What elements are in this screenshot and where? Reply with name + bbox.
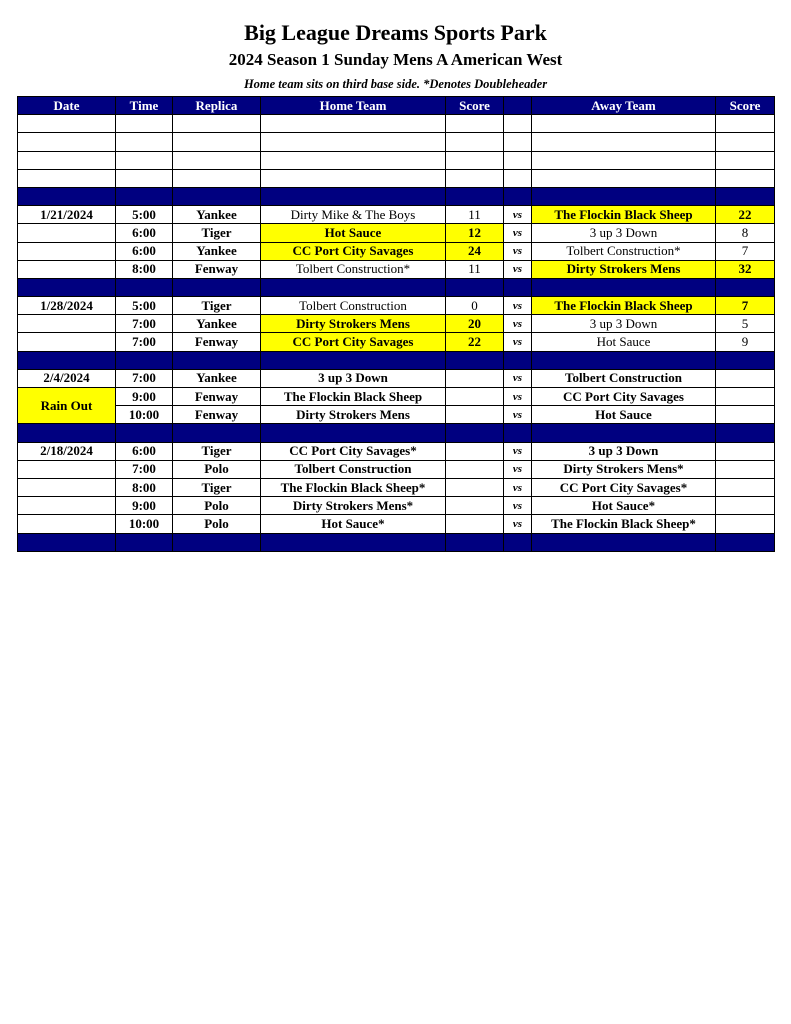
- page-title: Big League Dreams Sports Park: [244, 20, 547, 45]
- separator-band: [18, 533, 775, 551]
- vs-label: vs: [504, 242, 532, 260]
- band-cell: [532, 424, 716, 442]
- home-score: [446, 515, 504, 533]
- vs-label: vs: [504, 406, 532, 424]
- home-score: [446, 478, 504, 496]
- game-row: [18, 297, 775, 315]
- game-replica: Tiger: [173, 224, 261, 242]
- away-score: [716, 478, 775, 496]
- band-cell: [446, 351, 504, 369]
- game-replica: Yankee: [173, 315, 261, 333]
- game-row: [18, 369, 775, 387]
- vs-label: vs: [504, 297, 532, 315]
- game-time: 10:00: [116, 515, 173, 533]
- game-time: 6:00: [116, 242, 173, 260]
- game-date: [18, 315, 116, 333]
- game-time: 5:00: [116, 297, 173, 315]
- home-team: The Flockin Black Sheep: [261, 388, 446, 406]
- home-score: [446, 388, 504, 406]
- home-team: CC Port City Savages: [261, 242, 446, 260]
- separator-band: [18, 424, 775, 442]
- home-team: CC Port City Savages*: [261, 442, 446, 460]
- game-row: [18, 333, 775, 351]
- home-score: [446, 369, 504, 387]
- home-score: 11: [446, 206, 504, 224]
- away-team: Hot Sauce: [532, 333, 716, 351]
- home-score: 12: [446, 224, 504, 242]
- page-note: Home team sits on third base side. *Denotes Doubleheader: [243, 77, 548, 91]
- home-score: [446, 442, 504, 460]
- game-time: 8:00: [116, 260, 173, 278]
- away-score: [716, 369, 775, 387]
- away-score: 8: [716, 224, 775, 242]
- away-score: 7: [716, 242, 775, 260]
- game-row: [18, 406, 775, 424]
- band-cell: [173, 187, 261, 205]
- game-date: [18, 460, 116, 478]
- band-cell: [716, 187, 775, 205]
- game-row: [18, 478, 775, 496]
- vs-label: vs: [504, 478, 532, 496]
- game-replica: Fenway: [173, 388, 261, 406]
- game-date: [18, 515, 116, 533]
- away-score: 32: [716, 260, 775, 278]
- schedule-table: [17, 96, 775, 552]
- col-replica: Replica: [173, 97, 261, 115]
- home-team: Tolbert Construction: [261, 460, 446, 478]
- game-time: 8:00: [116, 478, 173, 496]
- game-date: [18, 478, 116, 496]
- col-time: Time: [116, 97, 173, 115]
- band-cell: [532, 533, 716, 551]
- game-row: [18, 497, 775, 515]
- band-cell: [446, 424, 504, 442]
- vs-label: vs: [504, 206, 532, 224]
- game-time: 6:00: [116, 442, 173, 460]
- home-score: 11: [446, 260, 504, 278]
- home-team: Dirty Strokers Mens: [261, 315, 446, 333]
- header-row: [18, 97, 775, 115]
- empty-row: [18, 151, 775, 169]
- game-replica: Polo: [173, 515, 261, 533]
- home-team: Dirty Strokers Mens: [261, 406, 446, 424]
- away-score: [716, 460, 775, 478]
- band-cell: [173, 424, 261, 442]
- game-replica: Yankee: [173, 242, 261, 260]
- col-home-team: Home Team: [261, 97, 446, 115]
- band-cell: [173, 278, 261, 296]
- band-cell: [173, 533, 261, 551]
- band-cell: [504, 187, 532, 205]
- game-time: 7:00: [116, 369, 173, 387]
- game-date: 2/4/2024: [18, 369, 116, 387]
- separator-band: [18, 187, 775, 205]
- game-time: 9:00: [116, 497, 173, 515]
- vs-label: vs: [504, 497, 532, 515]
- band-cell: [446, 278, 504, 296]
- home-score: [446, 460, 504, 478]
- band-cell: [18, 351, 116, 369]
- band-cell: [716, 424, 775, 442]
- away-team: The Flockin Black Sheep*: [532, 515, 716, 533]
- away-team: The Flockin Black Sheep: [532, 297, 716, 315]
- home-team: 3 up 3 Down: [261, 369, 446, 387]
- home-score: 0: [446, 297, 504, 315]
- home-team: The Flockin Black Sheep*: [261, 478, 446, 496]
- band-cell: [716, 278, 775, 296]
- away-team: Dirty Strokers Mens*: [532, 460, 716, 478]
- away-team: Tolbert Construction: [532, 369, 716, 387]
- game-row: [18, 460, 775, 478]
- band-cell: [116, 278, 173, 296]
- game-date: [18, 242, 116, 260]
- game-replica: Yankee: [173, 206, 261, 224]
- home-score: 24: [446, 242, 504, 260]
- game-date: 1/21/2024: [18, 206, 116, 224]
- game-time: 7:00: [116, 460, 173, 478]
- game-replica: Polo: [173, 497, 261, 515]
- band-cell: [18, 278, 116, 296]
- band-cell: [261, 351, 446, 369]
- band-cell: [504, 533, 532, 551]
- away-score: 22: [716, 206, 775, 224]
- band-cell: [116, 351, 173, 369]
- game-time: 7:00: [116, 315, 173, 333]
- vs-label: vs: [504, 460, 532, 478]
- game-date: 1/28/2024: [18, 297, 116, 315]
- vs-label: vs: [504, 442, 532, 460]
- band-cell: [716, 533, 775, 551]
- away-team: Dirty Strokers Mens: [532, 260, 716, 278]
- col-away-score: Score: [716, 97, 775, 115]
- band-cell: [504, 424, 532, 442]
- game-time: 9:00: [116, 388, 173, 406]
- band-cell: [18, 424, 116, 442]
- col-home-score: Score: [446, 97, 504, 115]
- away-team: The Flockin Black Sheep: [532, 206, 716, 224]
- away-team: CC Port City Savages*: [532, 478, 716, 496]
- away-team: 3 up 3 Down: [532, 315, 716, 333]
- home-score: 22: [446, 333, 504, 351]
- separator-band: [18, 278, 775, 296]
- band-cell: [446, 533, 504, 551]
- band-cell: [116, 424, 173, 442]
- home-team: Hot Sauce*: [261, 515, 446, 533]
- away-team: CC Port City Savages: [532, 388, 716, 406]
- game-time: 5:00: [116, 206, 173, 224]
- game-date: [18, 497, 116, 515]
- band-cell: [116, 187, 173, 205]
- vs-label: vs: [504, 224, 532, 242]
- game-row: [18, 260, 775, 278]
- band-cell: [18, 533, 116, 551]
- vs-label: vs: [504, 369, 532, 387]
- home-team: Tolbert Construction: [261, 297, 446, 315]
- away-score: [716, 442, 775, 460]
- home-score: 20: [446, 315, 504, 333]
- band-cell: [261, 424, 446, 442]
- away-score: 5: [716, 315, 775, 333]
- game-date: [18, 224, 116, 242]
- band-cell: [504, 351, 532, 369]
- separator-band: [18, 351, 775, 369]
- col-date: Date: [18, 97, 116, 115]
- away-score: [716, 406, 775, 424]
- away-team: Hot Sauce: [532, 406, 716, 424]
- band-cell: [261, 187, 446, 205]
- game-replica: Tiger: [173, 297, 261, 315]
- game-time: 6:00: [116, 224, 173, 242]
- vs-label: vs: [504, 260, 532, 278]
- band-cell: [532, 187, 716, 205]
- band-cell: [532, 351, 716, 369]
- rain-out-badge: Rain Out: [18, 388, 116, 424]
- home-score: [446, 406, 504, 424]
- game-date: [18, 260, 116, 278]
- game-row: [18, 388, 775, 406]
- game-row: [18, 206, 775, 224]
- away-team: Tolbert Construction*: [532, 242, 716, 260]
- home-team: Tolbert Construction*: [261, 260, 446, 278]
- game-date: [18, 333, 116, 351]
- game-date: 2/18/2024: [18, 442, 116, 460]
- col-away-team: Away Team: [532, 97, 716, 115]
- away-team: 3 up 3 Down: [532, 442, 716, 460]
- away-score: [716, 388, 775, 406]
- game-row: [18, 442, 775, 460]
- col-vs: [504, 97, 532, 115]
- away-score: 9: [716, 333, 775, 351]
- band-cell: [446, 187, 504, 205]
- empty-row: [18, 115, 775, 133]
- home-team: Dirty Strokers Mens*: [261, 497, 446, 515]
- game-replica: Yankee: [173, 369, 261, 387]
- away-score: [716, 497, 775, 515]
- band-cell: [173, 351, 261, 369]
- schedule-body: [18, 115, 775, 552]
- game-replica: Fenway: [173, 260, 261, 278]
- game-replica: Tiger: [173, 478, 261, 496]
- empty-row: [18, 133, 775, 151]
- game-row: [18, 242, 775, 260]
- game-row: [18, 315, 775, 333]
- game-row: [18, 515, 775, 533]
- vs-label: vs: [504, 315, 532, 333]
- away-team: Hot Sauce*: [532, 497, 716, 515]
- band-cell: [261, 533, 446, 551]
- home-team: CC Port City Savages: [261, 333, 446, 351]
- vs-label: vs: [504, 515, 532, 533]
- away-score: 7: [716, 297, 775, 315]
- vs-label: vs: [504, 388, 532, 406]
- away-score: [716, 515, 775, 533]
- band-cell: [261, 278, 446, 296]
- game-replica: Fenway: [173, 333, 261, 351]
- game-row: [18, 224, 775, 242]
- away-team: 3 up 3 Down: [532, 224, 716, 242]
- game-replica: Polo: [173, 460, 261, 478]
- game-replica: Fenway: [173, 406, 261, 424]
- band-cell: [532, 278, 716, 296]
- empty-row: [18, 169, 775, 187]
- band-cell: [116, 533, 173, 551]
- home-team: Dirty Mike & The Boys: [261, 206, 446, 224]
- band-cell: [18, 187, 116, 205]
- home-score: [446, 497, 504, 515]
- band-cell: [504, 278, 532, 296]
- game-time: 10:00: [116, 406, 173, 424]
- game-time: 7:00: [116, 333, 173, 351]
- band-cell: [716, 351, 775, 369]
- page-subtitle: 2024 Season 1 Sunday Mens A American West: [228, 50, 563, 69]
- home-team: Hot Sauce: [261, 224, 446, 242]
- game-replica: Tiger: [173, 442, 261, 460]
- vs-label: vs: [504, 333, 532, 351]
